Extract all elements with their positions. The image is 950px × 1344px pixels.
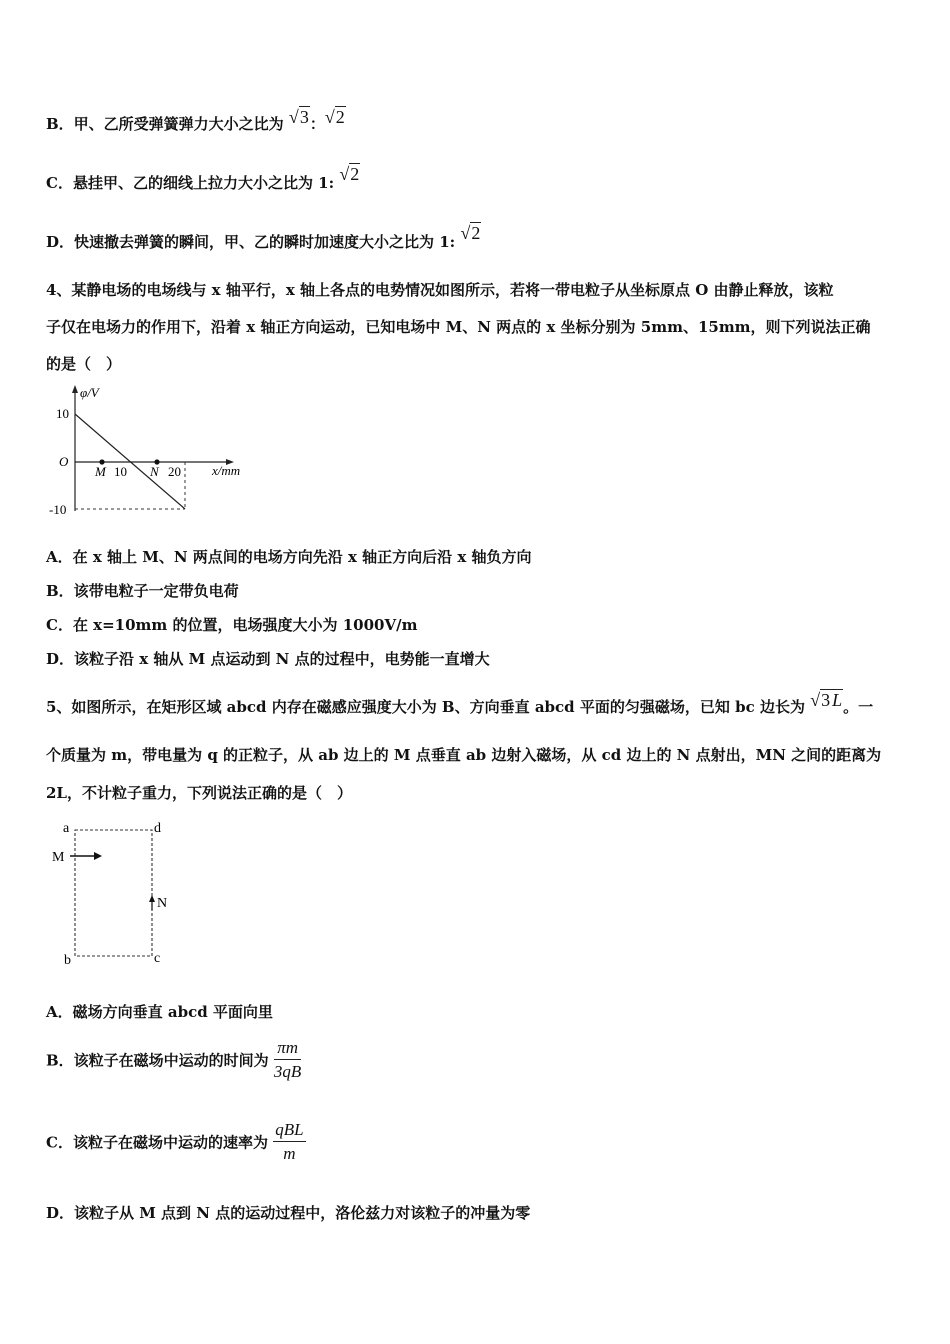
q3-option-c-radicand: 2 [350,164,360,184]
q4-potential-graph [44,383,264,518]
q5-option-c [46,1120,306,1164]
q3-option-d-radicand: 2 [471,223,481,243]
q3-option-c-text: C．悬挂甲、乙的细线上拉力大小之比为 1: [46,174,335,192]
q5-option-c-fraction [273,1120,305,1164]
q4-graph-xlabel: x/mm [212,463,241,478]
q3-option-c-sqrt: √2 [339,164,360,184]
q4-graph-ylabel: φ/V [80,385,99,400]
q5-stem-line-1 [46,690,874,717]
q4-graph-x-20: 20 [168,464,181,479]
q5-figure-m-arrow-head [94,852,102,860]
q4-stem-line-3: 的是（ ） [46,355,122,373]
q3-option-b-sqrt-1: √3 [288,107,309,127]
q5-stem-line-3: 2L，不计粒子重力，下列说法正确的是（ ） [46,784,352,802]
q3-option-b [46,107,346,134]
q4-graph-y-arrow [72,385,78,393]
q5-stem-line-1-end: 。一 [843,698,874,716]
q3-option-d [46,223,481,252]
q5-figure-field-region [75,830,152,956]
q3-option-b-radicand-2: 2 [335,107,345,127]
q5-option-b-fraction [274,1038,301,1082]
q5-figure-m: M [52,850,65,865]
q5-figure-c: c [154,951,161,966]
q3-option-d-sqrt: √2 [460,223,481,243]
q5-stem-radicand: 3 [821,690,831,710]
q4-graph-x-10: 10 [114,464,127,479]
q5-option-b-text: B．该粒子在磁场中运动的时间为 [46,1051,269,1070]
q5-option-b [46,1038,301,1082]
q4-graph-y-top: 10 [56,406,69,421]
q5-rectangle-figure [48,818,188,968]
q4-graph-n-label: N [150,464,159,479]
q4-graph-origin: O [59,454,69,469]
q4-graph-y-bottom: -10 [49,502,67,517]
q5-stem-radicand-var: L [832,690,843,710]
q3-option-b-radicand-1: 3 [299,107,309,127]
q5-figure-n: N [157,896,168,911]
q3-option-c [46,164,360,193]
q5-figure-d: d [154,821,161,836]
q5-option-d: D．该粒子从 M 点到 N 点的运动过程中，洛伦兹力对该粒子的冲量为零 [46,1204,531,1222]
q4-graph-m-label: M [95,464,106,479]
q5-stem-line-1-text: 5、如图所示，在矩形区域 abcd 内存在磁感应强度大小为 B、方向垂直 abcd 平面的匀强磁场，已知 bc 边长为 [46,698,805,716]
q4-stem-line-2: 子仅在电场力的作用下，沿着 x 轴正方向运动，已知电场中 M、N 两点的 x 坐标分别为 5mm、15mm，则下列说法正确 [46,318,871,336]
q4-option-a: A．在 x 轴上 M、N 两点间的电场方向先沿 x 轴正方向后沿 x 轴负方向 [46,548,532,566]
q5-figure-n-arrow-head [149,895,155,902]
q5-figure-a: a [63,821,70,836]
q4-option-c: C．在 x=10mm 的位置，电场强度大小为 1000V/m [46,616,418,634]
q5-option-a: A．磁场方向垂直 abcd 平面向里 [46,1003,273,1021]
q4-option-d: D．该粒子沿 x 轴从 M 点运动到 N 点的过程中，电势能一直增大 [46,650,490,668]
q5-option-c-text: C．该粒子在磁场中运动的速率为 [46,1133,268,1152]
q3-option-d-text: D．快速撤去弹簧的瞬间，甲、乙的瞬时加速度大小之比为 1: [46,233,456,251]
q5-option-b-numerator: πm [274,1038,301,1060]
q3-option-b-text: B．甲、乙所受弹簧弹力大小之比为 [46,115,284,133]
q4-stem-line-1: 4、某静电场的电场线与 x 轴平行，x 轴上各点的电势情况如图所示，若将一带电粒子从坐标原点 O 由静止释放，该粒 [46,281,834,299]
q5-option-b-denominator: 3qB [273,1062,302,1081]
q4-option-b: B．该带电粒子一定带负电荷 [46,582,239,600]
q5-option-c-denominator: m [283,1144,296,1163]
q3-option-b-separator: ： [309,115,325,133]
q5-option-c-numerator: qBL [273,1120,305,1142]
q5-stem-line-2: 个质量为 m，带电量为 q 的正粒子，从 ab 边上的 M 点垂直 ab 边射入磁场，从 cd 边上的 N 点射出，MN 之间的距离为 [46,746,882,764]
q5-stem-sqrt: √3 L [810,690,843,710]
q5-figure-b: b [64,953,71,968]
q3-option-b-sqrt-2: √2 [324,107,345,127]
